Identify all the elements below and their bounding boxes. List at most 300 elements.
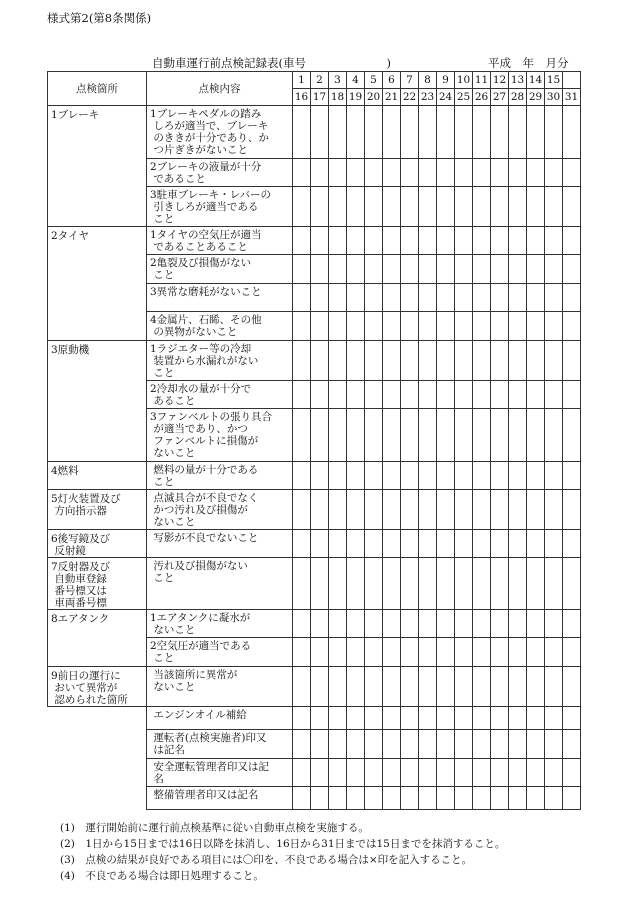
check-cell[interactable] xyxy=(311,558,329,610)
check-cell[interactable] xyxy=(437,787,455,810)
check-cell[interactable] xyxy=(311,462,329,490)
check-cell[interactable] xyxy=(491,707,509,730)
check-cell[interactable] xyxy=(401,707,419,730)
check-cell[interactable] xyxy=(347,490,365,530)
check-cell[interactable] xyxy=(527,227,545,255)
check-cell[interactable] xyxy=(311,381,329,409)
check-cell[interactable] xyxy=(383,558,401,610)
check-cell[interactable] xyxy=(545,730,563,759)
check-cell[interactable] xyxy=(419,490,437,530)
check-cell[interactable] xyxy=(365,787,383,810)
check-cell[interactable] xyxy=(437,667,455,707)
check-cell[interactable] xyxy=(311,490,329,530)
check-cell[interactable] xyxy=(563,558,581,610)
check-cell[interactable] xyxy=(545,638,563,667)
check-cell[interactable] xyxy=(329,730,347,759)
check-cell[interactable] xyxy=(545,787,563,810)
check-cell[interactable] xyxy=(419,187,437,227)
check-cell[interactable] xyxy=(419,106,437,159)
check-cell[interactable] xyxy=(563,381,581,409)
check-cell[interactable] xyxy=(473,759,491,787)
check-cell[interactable] xyxy=(527,638,545,667)
check-cell[interactable] xyxy=(563,187,581,227)
check-cell[interactable] xyxy=(401,381,419,409)
check-cell[interactable] xyxy=(437,187,455,227)
check-cell[interactable] xyxy=(491,341,509,381)
check-cell[interactable] xyxy=(401,667,419,707)
check-cell[interactable] xyxy=(365,255,383,284)
check-cell[interactable] xyxy=(527,106,545,159)
check-cell[interactable] xyxy=(365,106,383,159)
check-cell[interactable] xyxy=(437,610,455,638)
check-cell[interactable] xyxy=(455,462,473,490)
check-cell[interactable] xyxy=(545,558,563,610)
check-cell[interactable] xyxy=(473,558,491,610)
check-cell[interactable] xyxy=(455,558,473,610)
check-cell[interactable] xyxy=(293,667,311,707)
check-cell[interactable] xyxy=(365,381,383,409)
check-cell[interactable] xyxy=(527,312,545,341)
check-cell[interactable] xyxy=(473,707,491,730)
check-cell[interactable] xyxy=(419,759,437,787)
check-cell[interactable] xyxy=(563,787,581,810)
check-cell[interactable] xyxy=(347,638,365,667)
check-cell[interactable] xyxy=(365,490,383,530)
check-cell[interactable] xyxy=(563,490,581,530)
check-cell[interactable] xyxy=(311,312,329,341)
check-cell[interactable] xyxy=(491,462,509,490)
check-cell[interactable] xyxy=(329,284,347,312)
check-cell[interactable] xyxy=(293,187,311,227)
check-cell[interactable] xyxy=(311,227,329,255)
check-cell[interactable] xyxy=(455,312,473,341)
check-cell[interactable] xyxy=(311,730,329,759)
check-cell[interactable] xyxy=(509,707,527,730)
check-cell[interactable] xyxy=(383,187,401,227)
check-cell[interactable] xyxy=(455,409,473,462)
check-cell[interactable] xyxy=(329,638,347,667)
check-cell[interactable] xyxy=(383,462,401,490)
check-cell[interactable] xyxy=(437,227,455,255)
check-cell[interactable] xyxy=(491,159,509,187)
check-cell[interactable] xyxy=(491,409,509,462)
check-cell[interactable] xyxy=(401,187,419,227)
check-cell[interactable] xyxy=(347,381,365,409)
check-cell[interactable] xyxy=(455,730,473,759)
check-cell[interactable] xyxy=(293,558,311,610)
check-cell[interactable] xyxy=(563,159,581,187)
check-cell[interactable] xyxy=(437,759,455,787)
check-cell[interactable] xyxy=(383,610,401,638)
check-cell[interactable] xyxy=(545,409,563,462)
check-cell[interactable] xyxy=(527,381,545,409)
check-cell[interactable] xyxy=(419,730,437,759)
check-cell[interactable] xyxy=(473,409,491,462)
check-cell[interactable] xyxy=(365,462,383,490)
check-cell[interactable] xyxy=(311,409,329,462)
check-cell[interactable] xyxy=(527,462,545,490)
check-cell[interactable] xyxy=(455,341,473,381)
check-cell[interactable] xyxy=(293,409,311,462)
check-cell[interactable] xyxy=(311,787,329,810)
check-cell[interactable] xyxy=(365,667,383,707)
check-cell[interactable] xyxy=(491,530,509,558)
check-cell[interactable] xyxy=(347,227,365,255)
check-cell[interactable] xyxy=(329,610,347,638)
check-cell[interactable] xyxy=(509,312,527,341)
check-cell[interactable] xyxy=(347,187,365,227)
check-cell[interactable] xyxy=(509,638,527,667)
check-cell[interactable] xyxy=(401,759,419,787)
check-cell[interactable] xyxy=(545,530,563,558)
check-cell[interactable] xyxy=(545,667,563,707)
check-cell[interactable] xyxy=(527,409,545,462)
check-cell[interactable] xyxy=(365,409,383,462)
check-cell[interactable] xyxy=(473,730,491,759)
check-cell[interactable] xyxy=(491,610,509,638)
check-cell[interactable] xyxy=(401,787,419,810)
check-cell[interactable] xyxy=(473,341,491,381)
check-cell[interactable] xyxy=(563,667,581,707)
check-cell[interactable] xyxy=(509,787,527,810)
check-cell[interactable] xyxy=(527,759,545,787)
check-cell[interactable] xyxy=(311,759,329,787)
check-cell[interactable] xyxy=(347,159,365,187)
check-cell[interactable] xyxy=(293,312,311,341)
check-cell[interactable] xyxy=(311,530,329,558)
check-cell[interactable] xyxy=(527,787,545,810)
check-cell[interactable] xyxy=(545,759,563,787)
check-cell[interactable] xyxy=(365,707,383,730)
check-cell[interactable] xyxy=(455,759,473,787)
check-cell[interactable] xyxy=(545,312,563,341)
check-cell[interactable] xyxy=(419,381,437,409)
check-cell[interactable] xyxy=(329,667,347,707)
check-cell[interactable] xyxy=(509,255,527,284)
check-cell[interactable] xyxy=(311,187,329,227)
check-cell[interactable] xyxy=(527,610,545,638)
check-cell[interactable] xyxy=(329,106,347,159)
check-cell[interactable] xyxy=(365,730,383,759)
check-cell[interactable] xyxy=(509,227,527,255)
check-cell[interactable] xyxy=(401,530,419,558)
check-cell[interactable] xyxy=(419,558,437,610)
check-cell[interactable] xyxy=(329,759,347,787)
check-cell[interactable] xyxy=(563,284,581,312)
check-cell[interactable] xyxy=(527,530,545,558)
check-cell[interactable] xyxy=(383,341,401,381)
check-cell[interactable] xyxy=(563,730,581,759)
check-cell[interactable] xyxy=(293,227,311,255)
check-cell[interactable] xyxy=(491,187,509,227)
check-cell[interactable] xyxy=(563,409,581,462)
check-cell[interactable] xyxy=(383,284,401,312)
check-cell[interactable] xyxy=(401,341,419,381)
check-cell[interactable] xyxy=(401,462,419,490)
check-cell[interactable] xyxy=(563,707,581,730)
check-cell[interactable] xyxy=(401,638,419,667)
check-cell[interactable] xyxy=(329,558,347,610)
check-cell[interactable] xyxy=(509,730,527,759)
check-cell[interactable] xyxy=(437,558,455,610)
check-cell[interactable] xyxy=(509,187,527,227)
check-cell[interactable] xyxy=(347,667,365,707)
check-cell[interactable] xyxy=(527,159,545,187)
check-cell[interactable] xyxy=(491,730,509,759)
check-cell[interactable] xyxy=(473,284,491,312)
check-cell[interactable] xyxy=(455,227,473,255)
check-cell[interactable] xyxy=(545,255,563,284)
check-cell[interactable] xyxy=(347,558,365,610)
check-cell[interactable] xyxy=(419,667,437,707)
check-cell[interactable] xyxy=(491,787,509,810)
check-cell[interactable] xyxy=(563,227,581,255)
check-cell[interactable] xyxy=(455,284,473,312)
check-cell[interactable] xyxy=(383,409,401,462)
check-cell[interactable] xyxy=(473,490,491,530)
check-cell[interactable] xyxy=(347,707,365,730)
check-cell[interactable] xyxy=(347,610,365,638)
check-cell[interactable] xyxy=(365,558,383,610)
check-cell[interactable] xyxy=(455,255,473,284)
check-cell[interactable] xyxy=(365,187,383,227)
check-cell[interactable] xyxy=(563,106,581,159)
check-cell[interactable] xyxy=(545,707,563,730)
check-cell[interactable] xyxy=(293,490,311,530)
check-cell[interactable] xyxy=(401,409,419,462)
check-cell[interactable] xyxy=(509,409,527,462)
check-cell[interactable] xyxy=(347,312,365,341)
check-cell[interactable] xyxy=(347,341,365,381)
check-cell[interactable] xyxy=(455,638,473,667)
check-cell[interactable] xyxy=(311,707,329,730)
check-cell[interactable] xyxy=(473,530,491,558)
check-cell[interactable] xyxy=(437,638,455,667)
check-cell[interactable] xyxy=(329,409,347,462)
check-cell[interactable] xyxy=(401,255,419,284)
check-cell[interactable] xyxy=(419,610,437,638)
check-cell[interactable] xyxy=(437,409,455,462)
check-cell[interactable] xyxy=(383,159,401,187)
check-cell[interactable] xyxy=(365,759,383,787)
check-cell[interactable] xyxy=(401,312,419,341)
check-cell[interactable] xyxy=(509,667,527,707)
check-cell[interactable] xyxy=(545,227,563,255)
check-cell[interactable] xyxy=(293,759,311,787)
check-cell[interactable] xyxy=(419,255,437,284)
check-cell[interactable] xyxy=(455,106,473,159)
check-cell[interactable] xyxy=(491,255,509,284)
check-cell[interactable] xyxy=(401,610,419,638)
check-cell[interactable] xyxy=(527,341,545,381)
check-cell[interactable] xyxy=(455,530,473,558)
check-cell[interactable] xyxy=(563,759,581,787)
check-cell[interactable] xyxy=(293,730,311,759)
check-cell[interactable] xyxy=(527,707,545,730)
check-cell[interactable] xyxy=(383,787,401,810)
check-cell[interactable] xyxy=(311,610,329,638)
check-cell[interactable] xyxy=(347,255,365,284)
check-cell[interactable] xyxy=(473,187,491,227)
check-cell[interactable] xyxy=(401,730,419,759)
check-cell[interactable] xyxy=(293,707,311,730)
check-cell[interactable] xyxy=(437,312,455,341)
check-cell[interactable] xyxy=(545,462,563,490)
check-cell[interactable] xyxy=(311,284,329,312)
check-cell[interactable] xyxy=(365,312,383,341)
check-cell[interactable] xyxy=(545,381,563,409)
check-cell[interactable] xyxy=(419,462,437,490)
check-cell[interactable] xyxy=(509,381,527,409)
check-cell[interactable] xyxy=(365,227,383,255)
check-cell[interactable] xyxy=(383,730,401,759)
check-cell[interactable] xyxy=(329,530,347,558)
check-cell[interactable] xyxy=(545,284,563,312)
check-cell[interactable] xyxy=(365,638,383,667)
check-cell[interactable] xyxy=(563,610,581,638)
check-cell[interactable] xyxy=(419,409,437,462)
check-cell[interactable] xyxy=(455,787,473,810)
check-cell[interactable] xyxy=(329,159,347,187)
check-cell[interactable] xyxy=(347,530,365,558)
check-cell[interactable] xyxy=(545,490,563,530)
check-cell[interactable] xyxy=(437,490,455,530)
check-cell[interactable] xyxy=(419,227,437,255)
check-cell[interactable] xyxy=(329,341,347,381)
check-cell[interactable] xyxy=(293,381,311,409)
check-cell[interactable] xyxy=(527,187,545,227)
check-cell[interactable] xyxy=(401,490,419,530)
check-cell[interactable] xyxy=(365,610,383,638)
check-cell[interactable] xyxy=(419,707,437,730)
check-cell[interactable] xyxy=(473,638,491,667)
check-cell[interactable] xyxy=(293,284,311,312)
check-cell[interactable] xyxy=(365,284,383,312)
check-cell[interactable] xyxy=(491,312,509,341)
check-cell[interactable] xyxy=(455,707,473,730)
check-cell[interactable] xyxy=(419,638,437,667)
check-cell[interactable] xyxy=(473,255,491,284)
check-cell[interactable] xyxy=(383,381,401,409)
check-cell[interactable] xyxy=(437,707,455,730)
check-cell[interactable] xyxy=(491,381,509,409)
check-cell[interactable] xyxy=(401,558,419,610)
check-cell[interactable] xyxy=(437,530,455,558)
check-cell[interactable] xyxy=(491,558,509,610)
check-cell[interactable] xyxy=(563,638,581,667)
check-cell[interactable] xyxy=(509,106,527,159)
check-cell[interactable] xyxy=(527,667,545,707)
check-cell[interactable] xyxy=(365,159,383,187)
check-cell[interactable] xyxy=(527,730,545,759)
check-cell[interactable] xyxy=(455,187,473,227)
check-cell[interactable] xyxy=(491,106,509,159)
check-cell[interactable] xyxy=(455,490,473,530)
check-cell[interactable] xyxy=(383,667,401,707)
check-cell[interactable] xyxy=(293,341,311,381)
check-cell[interactable] xyxy=(473,312,491,341)
check-cell[interactable] xyxy=(383,312,401,341)
check-cell[interactable] xyxy=(509,159,527,187)
check-cell[interactable] xyxy=(545,159,563,187)
check-cell[interactable] xyxy=(311,638,329,667)
check-cell[interactable] xyxy=(383,227,401,255)
check-cell[interactable] xyxy=(509,462,527,490)
check-cell[interactable] xyxy=(545,106,563,159)
check-cell[interactable] xyxy=(383,759,401,787)
check-cell[interactable] xyxy=(293,462,311,490)
check-cell[interactable] xyxy=(473,610,491,638)
check-cell[interactable] xyxy=(437,730,455,759)
check-cell[interactable] xyxy=(509,284,527,312)
check-cell[interactable] xyxy=(473,381,491,409)
check-cell[interactable] xyxy=(419,284,437,312)
check-cell[interactable] xyxy=(383,490,401,530)
check-cell[interactable] xyxy=(509,610,527,638)
check-cell[interactable] xyxy=(311,341,329,381)
check-cell[interactable] xyxy=(401,284,419,312)
check-cell[interactable] xyxy=(473,159,491,187)
check-cell[interactable] xyxy=(329,707,347,730)
check-cell[interactable] xyxy=(383,255,401,284)
check-cell[interactable] xyxy=(455,610,473,638)
check-cell[interactable] xyxy=(347,787,365,810)
check-cell[interactable] xyxy=(473,106,491,159)
check-cell[interactable] xyxy=(419,787,437,810)
check-cell[interactable] xyxy=(293,530,311,558)
check-cell[interactable] xyxy=(491,284,509,312)
check-cell[interactable] xyxy=(509,530,527,558)
check-cell[interactable] xyxy=(383,638,401,667)
check-cell[interactable] xyxy=(365,530,383,558)
check-cell[interactable] xyxy=(329,312,347,341)
check-cell[interactable] xyxy=(437,462,455,490)
check-cell[interactable] xyxy=(329,462,347,490)
check-cell[interactable] xyxy=(545,610,563,638)
check-cell[interactable] xyxy=(473,227,491,255)
check-cell[interactable] xyxy=(365,341,383,381)
check-cell[interactable] xyxy=(437,341,455,381)
check-cell[interactable] xyxy=(329,381,347,409)
check-cell[interactable] xyxy=(455,667,473,707)
check-cell[interactable] xyxy=(563,530,581,558)
check-cell[interactable] xyxy=(383,106,401,159)
check-cell[interactable] xyxy=(509,341,527,381)
check-cell[interactable] xyxy=(383,530,401,558)
check-cell[interactable] xyxy=(347,284,365,312)
check-cell[interactable] xyxy=(491,490,509,530)
check-cell[interactable] xyxy=(419,159,437,187)
check-cell[interactable] xyxy=(329,255,347,284)
check-cell[interactable] xyxy=(473,787,491,810)
check-cell[interactable] xyxy=(491,227,509,255)
check-cell[interactable] xyxy=(347,409,365,462)
check-cell[interactable] xyxy=(419,341,437,381)
check-cell[interactable] xyxy=(401,227,419,255)
check-cell[interactable] xyxy=(329,787,347,810)
check-cell[interactable] xyxy=(347,462,365,490)
check-cell[interactable] xyxy=(527,255,545,284)
check-cell[interactable] xyxy=(527,558,545,610)
check-cell[interactable] xyxy=(311,159,329,187)
check-cell[interactable] xyxy=(401,106,419,159)
check-cell[interactable] xyxy=(455,159,473,187)
check-cell[interactable] xyxy=(347,730,365,759)
check-cell[interactable] xyxy=(311,106,329,159)
check-cell[interactable] xyxy=(563,255,581,284)
check-cell[interactable] xyxy=(509,490,527,530)
check-cell[interactable] xyxy=(293,610,311,638)
